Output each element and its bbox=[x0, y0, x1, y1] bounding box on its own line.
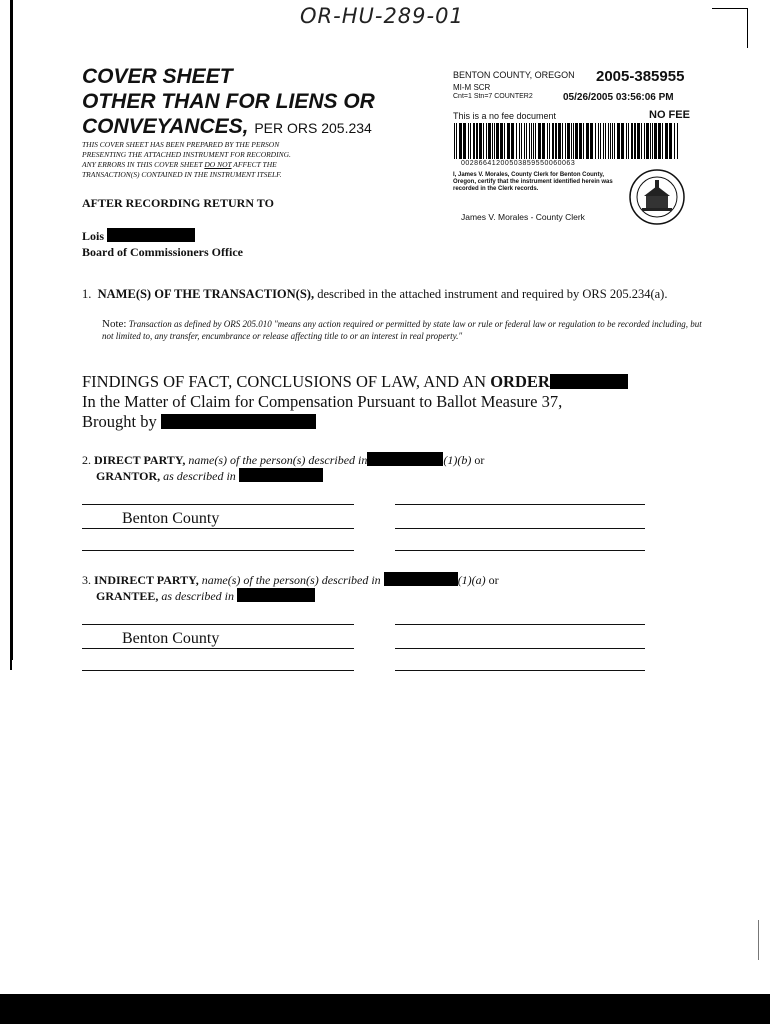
scan-corner-mark-vertical bbox=[747, 8, 748, 48]
barcode-bar bbox=[652, 123, 653, 159]
scan-margin-bar-lower bbox=[10, 650, 12, 670]
barcode-bar bbox=[662, 123, 663, 159]
prep-note-3b: DO NOT bbox=[204, 160, 232, 169]
redaction-bar bbox=[239, 468, 323, 482]
barcode-bar bbox=[547, 123, 548, 159]
indirect-party-name: Benton County bbox=[122, 630, 220, 647]
barcode-bar bbox=[519, 123, 520, 159]
barcode-bar bbox=[488, 123, 491, 159]
barcode-bar bbox=[571, 123, 572, 159]
barcode-bar bbox=[600, 123, 601, 159]
barcode-bar bbox=[644, 123, 645, 159]
barcode-bar bbox=[456, 123, 457, 159]
item-transaction-names bbox=[82, 286, 707, 302]
barcode-bar bbox=[500, 123, 503, 159]
barcode-bar bbox=[463, 123, 466, 159]
party-line bbox=[82, 504, 354, 505]
item2-line-2 bbox=[82, 468, 484, 484]
barcode-bar bbox=[552, 123, 554, 159]
barcode-bar bbox=[610, 123, 611, 159]
county-seal-icon bbox=[628, 168, 686, 226]
barcode-bar bbox=[496, 123, 499, 159]
item2-number: 2. bbox=[82, 453, 91, 467]
barcode-bar bbox=[605, 123, 606, 159]
clerk-certification: I, James V. Morales, County Clerk for Benton County, Oregon, certify that the instrument identified herein was recorded in the Clerk records. bbox=[453, 172, 613, 192]
barcode-bar bbox=[575, 123, 578, 159]
barcode-bar bbox=[479, 123, 482, 159]
barcode-bar bbox=[533, 123, 534, 159]
barcode-bar bbox=[583, 123, 584, 159]
direct-party-name: Benton County bbox=[122, 510, 220, 527]
brought-by-text: Brought by bbox=[82, 412, 157, 431]
redaction-bar bbox=[107, 228, 195, 242]
barcode-bar bbox=[650, 123, 651, 159]
barcode-bar bbox=[494, 123, 495, 159]
barcode-bar bbox=[542, 123, 545, 159]
transaction-name-entry bbox=[82, 372, 722, 432]
barcode-bar bbox=[521, 123, 522, 159]
barcode-bar bbox=[531, 123, 532, 159]
barcode-bar bbox=[468, 123, 469, 159]
after-recording-heading: AFTER RECORDING RETURN TO bbox=[82, 196, 274, 210]
prep-note-line-1: THIS COVER SHEET HAS BEEN PREPARED BY THE PERSON bbox=[82, 140, 280, 149]
findings-line-3 bbox=[82, 412, 722, 432]
title-line-2: OTHER THAN FOR LIENS OR bbox=[82, 90, 375, 113]
return-office: Board of Commissioners Office bbox=[82, 245, 243, 259]
barcode-bar bbox=[454, 123, 455, 159]
barcode-bar bbox=[628, 123, 629, 159]
party-line bbox=[395, 504, 645, 505]
item2-heading: DIRECT PARTY, bbox=[94, 453, 186, 467]
title-line-1: COVER SHEET bbox=[82, 65, 233, 88]
recording-datetime: 05/26/2005 03:56:06 PM bbox=[563, 92, 674, 103]
prep-note-line-2: PRESENTING THE ATTACHED INSTRUMENT FOR RECORDING. bbox=[82, 150, 291, 159]
barcode-bar bbox=[669, 123, 672, 159]
barcode-bar bbox=[626, 123, 627, 159]
redaction-bar bbox=[384, 572, 458, 586]
preparation-note bbox=[82, 140, 362, 180]
barcode-bar bbox=[526, 123, 527, 159]
barcode-bar bbox=[579, 123, 582, 159]
barcode-bar bbox=[507, 123, 510, 159]
barcode-bar bbox=[555, 123, 557, 159]
party-line bbox=[82, 624, 354, 625]
barcode-bar bbox=[538, 123, 541, 159]
barcode-bar bbox=[646, 123, 649, 159]
barcode-bar bbox=[621, 123, 624, 159]
item2-text-d: as described in bbox=[163, 469, 236, 483]
party-line bbox=[395, 648, 645, 649]
barcode-bar bbox=[637, 123, 640, 159]
barcode-bar bbox=[595, 123, 596, 159]
barcode-bar bbox=[674, 123, 675, 159]
barcode-bar bbox=[612, 123, 613, 159]
barcode-bar bbox=[558, 123, 561, 159]
barcode-bar bbox=[665, 123, 668, 159]
item3-text-a: name(s) of the person(s) described in bbox=[201, 573, 381, 587]
fee-statement: This is a no fee document bbox=[453, 111, 557, 121]
barcode-bar bbox=[562, 123, 563, 159]
party-line bbox=[395, 670, 645, 671]
item1-heading: NAME(S) OF THE TRANSACTION(S), bbox=[97, 287, 315, 301]
barcode-bar bbox=[573, 123, 574, 159]
prep-note-3c: AFFECT THE bbox=[233, 160, 277, 169]
transaction-definition-note bbox=[102, 318, 707, 342]
findings-line-2: In the Matter of Claim for Compensation Pursuant to Ballot Measure 37, bbox=[82, 392, 563, 411]
barcode-bar bbox=[586, 123, 589, 159]
barcode-bar bbox=[614, 123, 615, 159]
title-conveyances: CONVEYANCES, bbox=[82, 115, 249, 138]
prep-note-3a: ANY ERRORS IN THIS COVER SHEET bbox=[82, 160, 203, 169]
barcode-bar bbox=[603, 123, 604, 159]
item3-line-1 bbox=[82, 572, 499, 588]
party-line bbox=[82, 550, 354, 551]
item3-text-d: as described in bbox=[161, 589, 234, 603]
party-line bbox=[395, 528, 645, 529]
scan-corner-mark bbox=[712, 8, 748, 9]
item3-text-b: (1)(a) bbox=[457, 573, 486, 587]
note-label: Note: bbox=[102, 318, 127, 330]
scan-margin-bar bbox=[10, 0, 13, 660]
return-name-text: Lois bbox=[82, 229, 105, 243]
barcode-bar bbox=[476, 123, 478, 159]
barcode-bar bbox=[658, 123, 661, 159]
barcode bbox=[453, 123, 681, 159]
barcode-bar bbox=[524, 123, 525, 159]
item2-text-a: name(s) of the person(s) described in bbox=[188, 453, 368, 467]
barcode-bar bbox=[492, 123, 493, 159]
item-indirect-party bbox=[82, 572, 499, 604]
recording-stamp bbox=[453, 68, 698, 233]
scan-edge-tick bbox=[758, 920, 759, 960]
barcode-bar bbox=[535, 123, 536, 159]
findings-order: ORDER bbox=[490, 372, 550, 391]
scan-bottom-bar bbox=[0, 994, 770, 1024]
party-line bbox=[82, 648, 354, 649]
note-text: Transaction as defined by ORS 205.010 "means any action required or permitted by state law or rule or federal law or regulation to be recorded including, but not limited to, any transfer, encumbrance or release affecting title to or an interest in real property." bbox=[102, 319, 702, 341]
findings-line-1 bbox=[82, 372, 722, 392]
item1-number: 1. bbox=[82, 287, 92, 301]
clerk-signature-line: James V. Morales - County Clerk bbox=[461, 212, 585, 222]
redaction-bar bbox=[367, 452, 443, 466]
item2-text-c: or bbox=[474, 453, 485, 467]
barcode-bar bbox=[634, 123, 636, 159]
item3-line-2 bbox=[82, 588, 499, 604]
barcode-bar bbox=[511, 123, 514, 159]
barcode-bar bbox=[608, 123, 609, 159]
barcode-bar bbox=[641, 123, 642, 159]
item2-line-1 bbox=[82, 452, 484, 468]
barcode-bar bbox=[565, 123, 566, 159]
prep-note-line-4: TRANSACTION(S) CONTAINED IN THE INSTRUMENT ITSELF. bbox=[82, 170, 282, 179]
item2-text-b: (1)(b) bbox=[443, 453, 472, 467]
stamp-county: BENTON COUNTY, OREGON bbox=[453, 70, 575, 80]
item-direct-party bbox=[82, 452, 484, 484]
barcode-bar bbox=[459, 123, 462, 159]
cover-title bbox=[82, 64, 375, 141]
barcode-bar bbox=[516, 123, 517, 159]
item3-text-c: or bbox=[488, 573, 499, 587]
barcode-bar bbox=[590, 123, 593, 159]
title-ors-reference: PER ORS 205.234 bbox=[254, 120, 372, 136]
stamp-counter-line: Cnt=1 Stn=7 COUNTER2 bbox=[453, 93, 533, 100]
findings-text: FINDINGS OF FACT, CONCLUSIONS OF LAW, AND AN bbox=[82, 372, 487, 391]
barcode-bar bbox=[483, 123, 484, 159]
party-line bbox=[395, 624, 645, 625]
barcode-bar bbox=[677, 123, 678, 159]
item2-heading-2: GRANTOR, bbox=[96, 469, 161, 483]
barcode-bar bbox=[470, 123, 471, 159]
barcode-bar bbox=[549, 123, 550, 159]
stamp-mi-line: MI-M SCR bbox=[453, 83, 491, 92]
item1-text: described in the attached instrument and required by ORS 205.234(a). bbox=[317, 287, 668, 301]
party-line bbox=[395, 550, 645, 551]
redaction-bar bbox=[161, 414, 316, 429]
prep-note-line-3 bbox=[82, 160, 362, 170]
barcode-bar bbox=[617, 123, 620, 159]
redaction-bar bbox=[550, 374, 628, 389]
no-fee-label: NO FEE bbox=[649, 109, 690, 121]
return-name bbox=[82, 228, 195, 244]
party-line bbox=[82, 528, 354, 529]
barcode-bar bbox=[631, 123, 633, 159]
barcode-bar bbox=[486, 123, 487, 159]
barcode-number: 00286641200503859550060063 bbox=[461, 160, 576, 167]
redaction-bar bbox=[237, 588, 315, 602]
barcode-bar bbox=[529, 123, 530, 159]
barcode-bar bbox=[654, 123, 657, 159]
item3-heading: INDIRECT PARTY, bbox=[94, 573, 199, 587]
document-number: 2005-385955 bbox=[596, 68, 685, 85]
handwritten-reference: OR-HU-289-01 bbox=[300, 4, 464, 28]
barcode-bar bbox=[598, 123, 599, 159]
party-line bbox=[82, 670, 354, 671]
item3-heading-2: GRANTEE, bbox=[96, 589, 159, 603]
barcode-bar bbox=[504, 123, 505, 159]
item3-number: 3. bbox=[82, 573, 91, 587]
barcode-bar bbox=[567, 123, 570, 159]
barcode-bar bbox=[473, 123, 475, 159]
title-line-3 bbox=[82, 114, 375, 141]
